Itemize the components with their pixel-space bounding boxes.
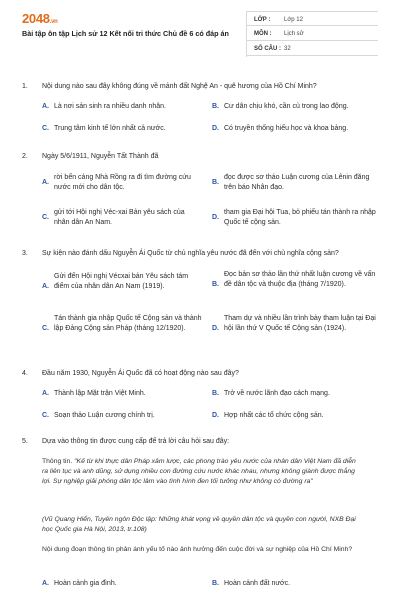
info-quote: "Kế từ khi thực dân Pháp xâm lược, các phong trào yêu nước của nhân dân Việt Nam đã diễn ra liên tục và anh dũng, sử dụng nhiều con đường cứu nước khác nhau, nhưng không giành được thắng lợi. Sự nghiệp giải phóng dân tộc lâm vào tình hình đen tối tưởng như không có đường ra" (42, 458, 356, 485)
meta-label: SỐ CÂU : (254, 46, 281, 52)
question-text: Dựa vào thông tin được cung cấp để trả lời câu hỏi sau đây: (42, 438, 230, 445)
document-header (0, 0, 400, 58)
question-text: Sự kiện nào đánh dấu Nguyễn Ái Quốc từ chủ nghĩa yêu nước đã đến với chủ nghĩa cộng sản? (42, 250, 339, 257)
meta-row-class (246, 11, 378, 26)
question-text: Đầu năm 1930, Nguyễn Ái Quốc đã có hoạt động nào sau đây? (42, 370, 239, 377)
meta-label: LỚP : (254, 17, 271, 23)
question-number: 1. (22, 83, 28, 90)
question-text: Ngày 5/6/1911, Nguyễn Tất Thành đã (42, 153, 159, 160)
document-page: 2048.vn Bài tập ôn tập Lịch sử 12 Kết nối tri thức Chủ đề 6 có đáp án LỚP : Lớp 12 MÔN : Lịch sử SỐ CÂU : 32 1. Nội dung nào sau đây không đúng về mảnh đất Nghệ An - quê hương của Hồ Chí Minh? A. Là nơi sản sinh ra nhiều danh nhân. B. Cư dân chịu khó, cần cù trong lao động. C. Trung tâm kinh tế lớn nhất cả nước. D. Có truyền thống hiếu học và khoa bảng. 2. Ngày 5/6/1911, Nguyễn Tất Thành đã A. rời bến cảng Nhà Rồng ra đi tìm đường cứu nước mới cho dân tộc. B. đọc được sơ thảo Luận cương của Lênin đăng trên báo Nhân đạo. C. gửi tới Hội nghị Véc-xai Bản yêu sách của nhân dân An Nam. D. tham gia Đại hội Tua, bỏ phiếu tán thành ra nhập Quốc tế cộng sản. 3. Sự kiện nào đánh dấu Nguyễn Ái Quốc từ chủ nghĩa yêu nước đã đến với chủ nghĩa cộng sản? A. Gửi đến Hội nghị Vécxai bản Yêu sách tám điểm của nhân dân An Nam (1919). B. Đọc bản sơ thảo lần thứ nhất luận cương về vấn đề dân tộc và thuộc địa (tháng 7/1920). C. Tán thành gia nhập Quốc tế Cộng sản và thành lập Đảng Cộng sản Pháp (tháng 12/1920). D. Tham dự và nhiều lần trình bày tham luận tại Đại hội lần thứ V Quốc tế Cộng sản (1924). 4. Đầu năm 1930, Nguyễn Ái Quốc đã có hoạt động nào sau đây? A. Thành lập Mặt trận Việt Minh. B. Trở về nước lãnh đạo cách mạng. C. Soạn thảo Luận cương chính trị. D. Hợp nhất các tổ chức cộng sản. 5. Dựa vào thông tin được cung cấp để trả lời câu hỏi sau đây: Thông tin. "Kế từ khi thực dân Pháp xâm lược, các phong trào yêu nước của nhân dân Việt Nam đã diễn ra liên tục và anh dũng, sử dụng nhiều con đường cứu nước khác nhau, nhưng không giành được thắng lợi. Sự nghiệp giải phóng dân tộc lâm vào tình hình đen tối tưởng như không có đường ra" (Vũ Quang Hiển, Tuyên ngôn Độc lập: Những khát vọng về quyền dân tộc và quyền con người, NXB Đại học Quốc gia Hà Nội, 2013, tr.108) Nội dung đoạn thông tin phản ánh yếu tố nào ảnh hưởng đến cuộc đời và sự nghiệp của Hồ Chí Minh? A. Hoàn cảnh gia đình. B. Hoàn cảnh đất nước. (0, 0, 400, 600)
meta-row-count (246, 41, 378, 56)
page-title: Bài tập ôn tập Lịch sử 12 Kết nối tri thức Chủ đề 6 có đáp án (22, 29, 229, 38)
question-number: 3. (22, 250, 28, 257)
meta-row-subject (246, 26, 378, 41)
question-number: 5. (22, 438, 28, 445)
meta-value: Lịch sử (284, 31, 304, 37)
meta-value: Lớp 12 (284, 17, 303, 23)
question-number: 2. (22, 153, 28, 160)
info-source: (Vũ Quang Hiển, Tuyên ngôn Độc lập: Những khát vọng về quyền dân tộc và quyền con người, NXB Đại học Quốc gia Hà Nội, 2013, tr.108) (42, 516, 356, 533)
meta-value: 32 (284, 46, 291, 52)
info-passage (42, 457, 362, 487)
site-logo[interactable]: 2048.vn (22, 11, 58, 26)
question-number: 4. (22, 370, 28, 377)
question-text: Nội dung nào sau đây không đúng về mảnh đất Nghệ An - quê hương của Hồ Chí Minh? (42, 83, 317, 90)
meta-label: MÔN : (254, 31, 272, 37)
info-label: Thông tin. (42, 458, 73, 465)
sub-question: Nội dung đoạn thông tin phản ánh yếu tố nào ảnh hưởng đến cuộc đời và sự nghiệp của Hồ Chí Minh? (42, 546, 353, 553)
meta-table (246, 11, 378, 56)
